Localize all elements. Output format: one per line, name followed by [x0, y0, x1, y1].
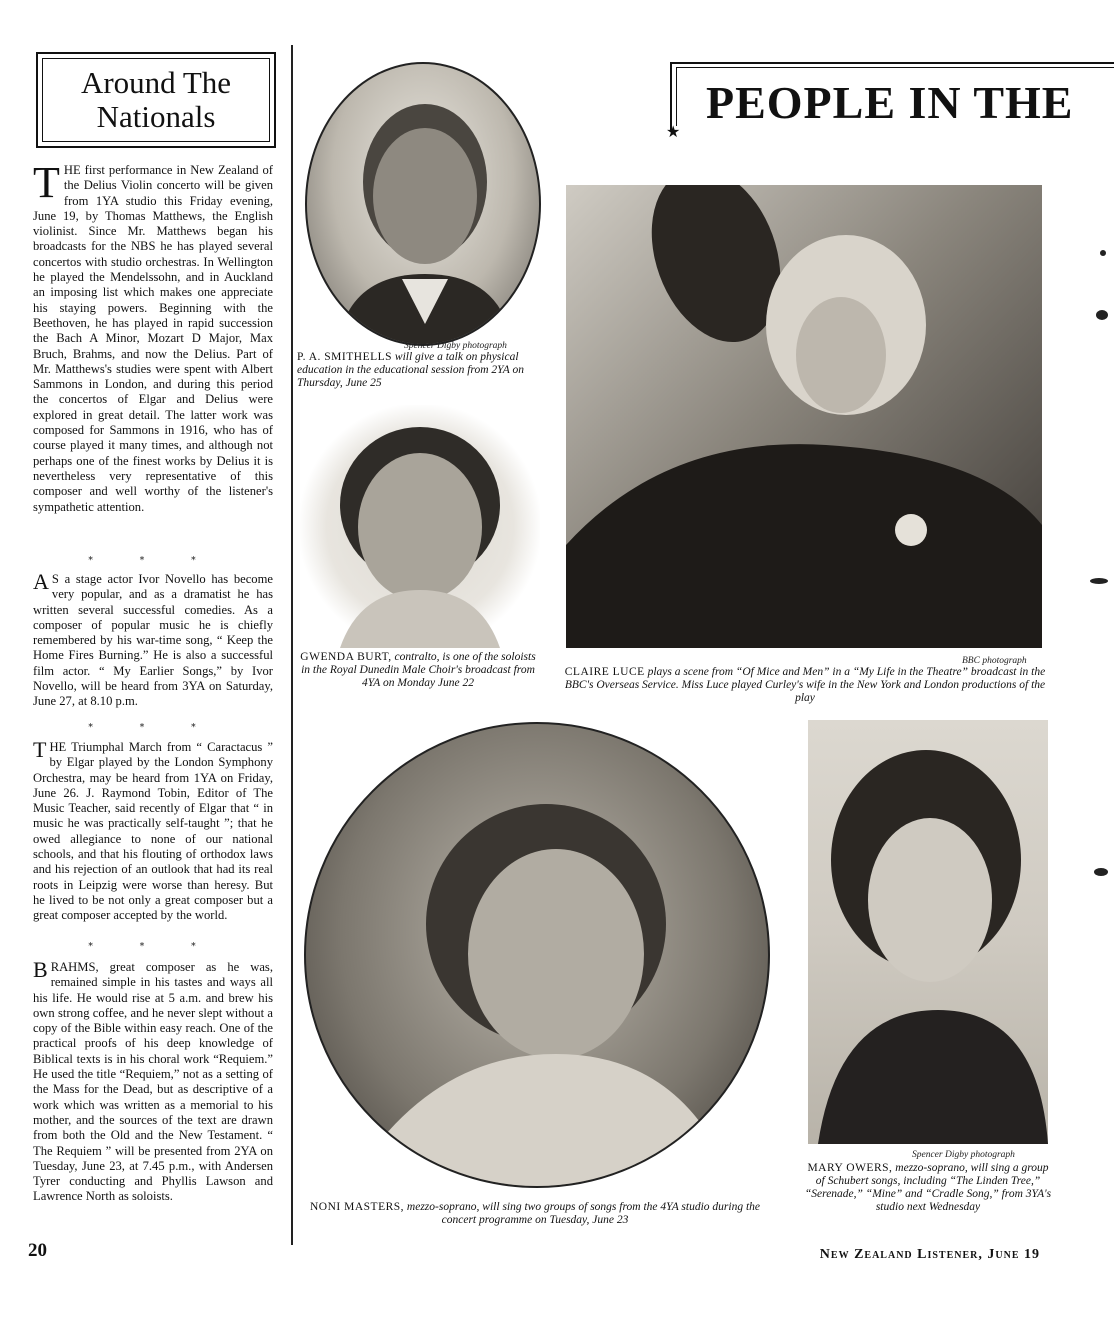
edge-mark	[1096, 310, 1108, 320]
caption-text: contralto, is one of the soloists in the Royal Dunedin Male Choir's broadcast from 4YA on Monday June 22	[301, 651, 536, 689]
article-text: HE first performance in New Zealand of the Delius Violin concerto will be given from 1YA studio this Friday evening, June 19, by Thomas Matthews, the English violinist. Since Mr. Matthews began his broadcasts for the NBS he has played several concertos with studio orchestras. In Wellington he played the Mendelssohn, and in Auckland an imposing list which makes one appreciate his staying powers. Beginning with the Beethoven, he has played in rapid succession the Bach A Minor, Mozart D Major, Max Bruch, Brahms, and now the Delius. Part of Mr. Matthews's studies were spent with Albert Sammons in London, and during this period the concertos of Elgar and Delius were explored in great detail. The latter work was composed for Sammons in 1916, who has of course played it many times, and although not perhaps one of the finest works by Delius it is nevertheless very representative of this composer and well worthy of the listener's sympathetic attention.	[33, 163, 273, 514]
edge-mark	[1090, 578, 1108, 584]
article-text: S a stage actor Ivor Novello has become very popular, and as a dramatist he has written several successful comedies. As a composer of popular music he is chiefly remembered by his war-time song, “ Keep the Home Fires Burning.” He is also a successful film actor. “ My Earlier Songs,” by Ivor Novello, will be heard from 3YA on Saturday, June 27, at 8.10 p.m.	[33, 572, 273, 709]
masthead-line-2: Nationals	[96, 99, 216, 134]
photo-credit: Spencer Digby photograph	[404, 341, 507, 351]
caption-name: CLAIRE LUCE	[564, 666, 645, 678]
dropcap: T	[33, 737, 47, 762]
photo-burt	[300, 405, 540, 648]
portrait-woman-icon	[300, 405, 540, 648]
separator: * * *	[88, 556, 218, 566]
photo-masters	[304, 722, 770, 1188]
section-title: PEOPLE IN THE	[706, 77, 1074, 128]
dropcap: B	[33, 957, 48, 982]
caption-burt	[296, 651, 540, 690]
photo-credit: Spencer Digby photograph	[912, 1150, 1015, 1160]
dropcap: A	[33, 569, 49, 594]
separator: * * *	[88, 723, 218, 733]
caption-smithells	[297, 351, 542, 390]
masthead-title	[42, 58, 270, 142]
photo-owers	[808, 720, 1048, 1144]
caption-name: NONI MASTERS,	[310, 1201, 405, 1213]
photo-luce	[566, 185, 1042, 648]
portrait-woman-icon	[808, 720, 1048, 1144]
article-text: HE Triumphal March from “ Caractacus ” by Elgar played by the London Symphony Orchestra, may be heard from 1YA on Friday, June 26. J. Raymond Tobin, Editor of The Music Teacher, said recently of Elgar that “ in music he was practically self-taught ”; that he owed allegiance to none of our national schools, and that his flouting of orthodox laws and his rejection of an outlook that had its real roots in Leipzig were worse than heresy. But he lived to be not only a great composer but a great composer accepted by the world.	[33, 740, 273, 923]
caption-text: will give a talk on physical education in the educational session from 2YA on Thursday, June 25	[297, 351, 524, 389]
portrait-woman-icon	[306, 724, 770, 1188]
publication-footer: New Zealand Listener, June 19	[819, 1247, 1040, 1262]
caption-luce	[562, 666, 1048, 705]
caption-text: plays a scene from “Of Mice and Men” in a “My Life in the Theatre” broadcast in the BBC's Overseas Service. Miss Luce played Curley's wife in the New York and London productions of the play	[564, 666, 1046, 704]
separator: * * *	[88, 942, 218, 952]
caption-name: P. A. SMITHELLS	[297, 351, 393, 363]
caption-text: mezzo-soprano, will sing a group of Schubert songs, including “The Linden Tree,” “Serenade,” “Mine” and “Cradle Song,” from 3YA's studio next Wednesday	[804, 1162, 1052, 1213]
masthead-box	[36, 52, 276, 148]
caption-name: MARY OWERS,	[807, 1162, 893, 1174]
star-icon: ★	[666, 122, 681, 141]
masthead-line-1: Around The	[80, 65, 232, 100]
photo-credit: BBC photograph	[962, 656, 1027, 666]
photo-smithells	[305, 62, 541, 346]
article-text: RAHMS, great composer as he was, remained simple in his tastes and ways all his life. He would rise at 5 a.m. and brew his own strong coffee, and he never slept without a copy of the Bible within easy reach. One of the practical proofs of his deep knowledge of Biblical texts is in his choral work “Requiem.” He used the title “Requiem,” not as a setting of the Mass for the Dead, but as descriptive of a work which was written as a memorial to his mother, and the sources of the text are drawn from both the Old and the New Testament. “ The Requiem ” will be presented from 2YA on Tuesday, June 23, at 7.45 p.m., with Andersen Tyrer conducting and Phyllis Lawson and Lawrence North as soloists.	[33, 960, 273, 1204]
caption-name: GWENDA BURT,	[300, 651, 392, 663]
caption-masters	[300, 1201, 770, 1227]
edge-mark	[1094, 868, 1108, 876]
scene-actress-icon	[566, 185, 1042, 648]
article-delius	[33, 158, 273, 515]
article-elgar	[33, 737, 273, 924]
dropcap: T	[33, 158, 60, 207]
article-novello	[33, 569, 273, 710]
article-brahms	[33, 957, 273, 1205]
caption-owers	[804, 1162, 1052, 1214]
column-rule	[291, 45, 293, 1245]
edge-mark	[1100, 250, 1106, 256]
page-number: 20	[28, 1240, 47, 1261]
portrait-man-icon	[307, 64, 541, 346]
caption-text: mezzo-soprano, will sing two groups of songs from the 4YA studio during the concert programme on Tuesday, June 23	[406, 1201, 760, 1226]
